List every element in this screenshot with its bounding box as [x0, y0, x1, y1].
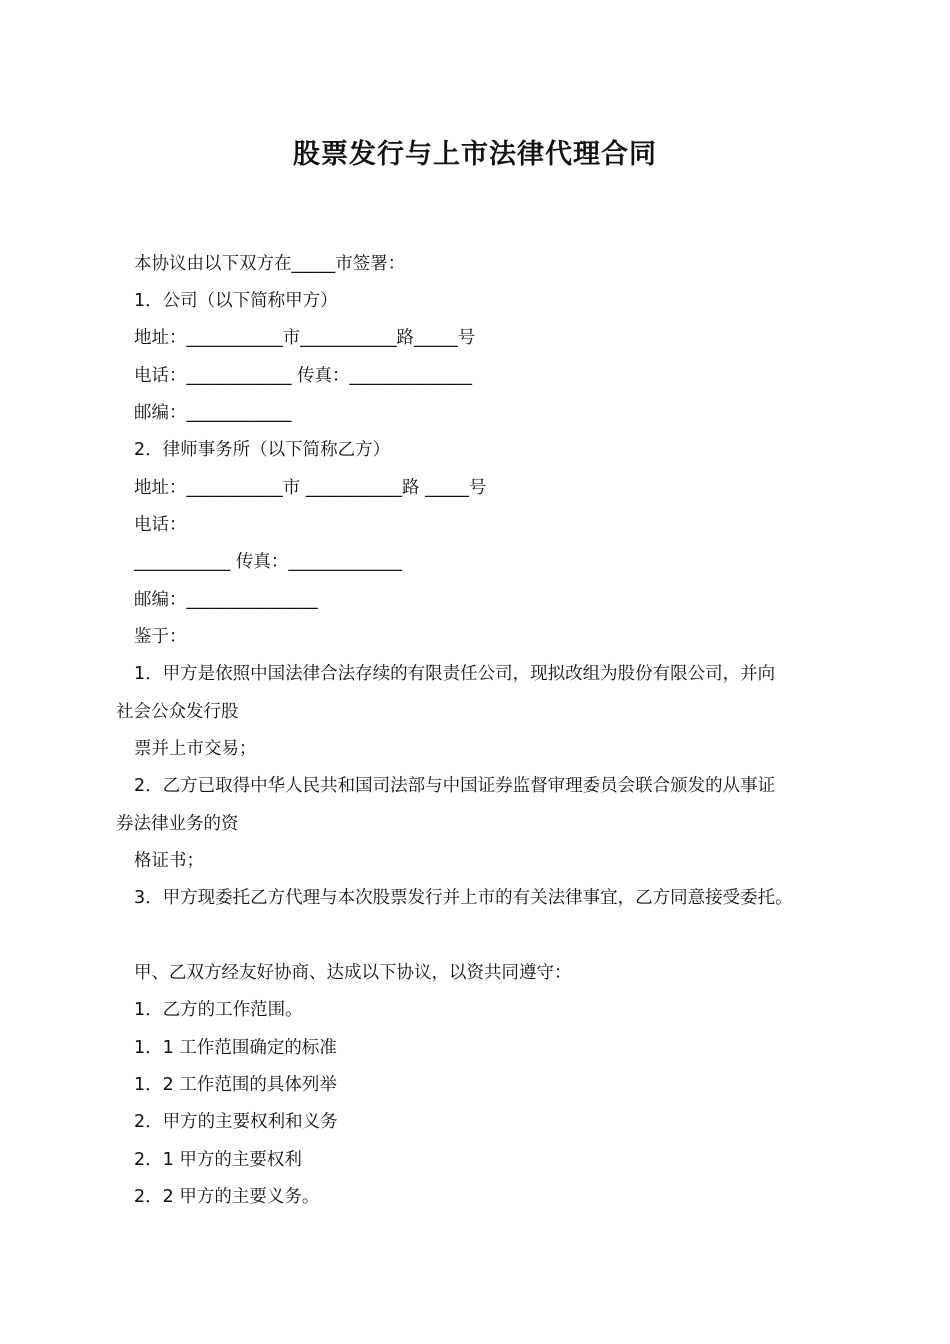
whereas-item-2: 2．乙方已取得中华人民共和国司法部与中国证券监督审理委员会联合颁发的从事证	[134, 776, 776, 796]
whereas-item-3: 3．甲方现委托乙方代理与本次股票发行并上市的有关法律事宜，乙方同意接受委托。	[134, 888, 793, 908]
signing-place-line: 本协议由以下双方在_____市签署：	[134, 254, 406, 274]
party-b-postcode: 邮编：_______________	[134, 590, 318, 610]
party-b-heading: 2．律师事务所（以下简称乙方）	[134, 440, 391, 460]
party-b-phone-label: 电话：	[134, 515, 187, 535]
whereas-item-2-cont: 券法律业务的资	[116, 814, 239, 834]
whereas-heading: 鉴于：	[134, 627, 187, 647]
clause-2-2: 2．2 甲方的主要义务。	[134, 1187, 320, 1207]
document-title: 股票发行与上市法律代理合同	[293, 139, 657, 170]
clause-1-2: 1．2 工作范围的具体列举	[134, 1075, 337, 1095]
party-a-phone-fax: 电话：____________ 传真：______________	[134, 366, 473, 386]
party-a-heading: 1．公司（以下简称甲方）	[134, 291, 338, 311]
agreement-intro: 甲、乙双方经友好协商、达成以下协议，以资共同遵守：	[134, 963, 572, 983]
whereas-item-1-cont: 社会公众发行股	[116, 702, 239, 722]
whereas-item-1-cont2: 票并上市交易；	[134, 739, 257, 759]
party-b-phone-fax: ___________ 传真：_____________	[134, 552, 403, 572]
party-a-postcode: 邮编：____________	[134, 403, 292, 423]
clause-2-1: 2．1 甲方的主要权利	[134, 1150, 302, 1170]
clause-2: 2．甲方的主要权利和义务	[134, 1112, 338, 1132]
clause-1-1: 1．1 工作范围确定的标准	[134, 1038, 337, 1058]
party-a-address: 地址：___________市___________路_____号	[134, 328, 476, 348]
whereas-item-1: 1．甲方是依照中国法律合法存续的有限责任公司，现拟改组为股份有限公司，并向	[134, 664, 776, 684]
whereas-item-2-cont2: 格证书；	[134, 851, 204, 871]
clause-1: 1．乙方的工作范围。	[134, 1000, 303, 1020]
party-b-address: 地址：___________市 ___________路 _____号	[134, 478, 487, 498]
